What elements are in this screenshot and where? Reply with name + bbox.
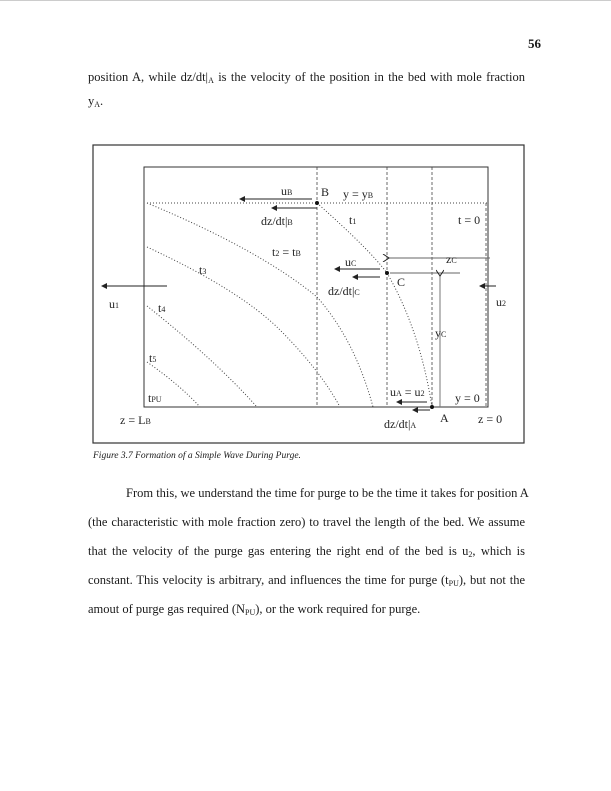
figure-caption: Figure 3.7 Formation of a Simple Wave During Purge.	[93, 451, 301, 461]
body-line-5	[88, 602, 525, 617]
subscript: 2	[468, 550, 473, 559]
label-t0: t = 0	[458, 213, 481, 227]
body-line-2: (the characteristic with mole fraction zero) to travel the length of the bed. We assume	[88, 515, 525, 529]
label-tPU: tPU	[148, 391, 162, 405]
curve-t3	[147, 247, 340, 407]
label-z0: z = 0	[478, 412, 503, 426]
body-line-4	[88, 573, 525, 588]
point-B	[315, 201, 319, 205]
text-segment: amout of purge gas required (N	[88, 602, 246, 616]
point-A	[430, 405, 434, 409]
label-t2-tB: t2 = tB	[272, 245, 301, 259]
text-segment: ), but not the	[458, 573, 525, 587]
label-A: A	[440, 411, 449, 425]
label-t4: t4	[158, 301, 166, 315]
text-segment: that the velocity of the purge gas entering the right end of the bed is u	[88, 544, 469, 558]
subscript: A	[208, 76, 214, 85]
label-t1: t1	[349, 213, 357, 227]
label-dzdt-B: dz/dt|B	[261, 214, 293, 228]
subscript: PU	[448, 579, 459, 588]
text-segment: constant. This velocity is arbitrary, and influences the time for purge (t	[88, 573, 449, 587]
label-y0: y = 0	[455, 391, 480, 405]
point-C	[385, 271, 389, 275]
text-segment: position A, while dz/dt|	[88, 70, 209, 84]
label-dzdt-C: dz/dt|C	[328, 284, 360, 298]
text-segment: .	[100, 94, 104, 108]
subscript: A	[94, 100, 101, 109]
label-t3: t3	[199, 263, 207, 277]
label-uB: uB	[281, 184, 293, 198]
label-yC: yC	[435, 326, 447, 340]
label-y-yB: y = yB	[343, 187, 374, 201]
label-t5: t5	[149, 351, 157, 365]
label-B: B	[321, 185, 330, 199]
label-C: C	[397, 275, 406, 289]
page-number: 56	[528, 36, 541, 51]
text-segment: is the velocity of the position in the bed with mole fraction	[213, 70, 525, 84]
body-line-3	[88, 544, 525, 559]
body-line-1: From this, we understand the time for purge to be the time it takes for position A	[126, 486, 529, 500]
curve-t1	[317, 203, 432, 407]
label-uA-u2: uA = u2	[390, 385, 425, 399]
label-dzdt-A: dz/dt|A	[384, 417, 417, 431]
label-uC: uC	[345, 255, 357, 269]
curve-t4	[147, 306, 257, 407]
label-zC: zC	[446, 252, 457, 266]
wave-curves	[147, 203, 432, 407]
text-segment: , which is	[472, 544, 525, 558]
label-u2: u2	[496, 295, 506, 309]
subscript: PU	[245, 608, 256, 617]
text-segment: y	[88, 94, 95, 108]
curve-t2	[147, 203, 373, 407]
label-u1: u1	[109, 297, 119, 311]
label-z-LB: z = LB	[120, 413, 151, 427]
text-segment: ), or the work required for purge.	[255, 602, 421, 616]
